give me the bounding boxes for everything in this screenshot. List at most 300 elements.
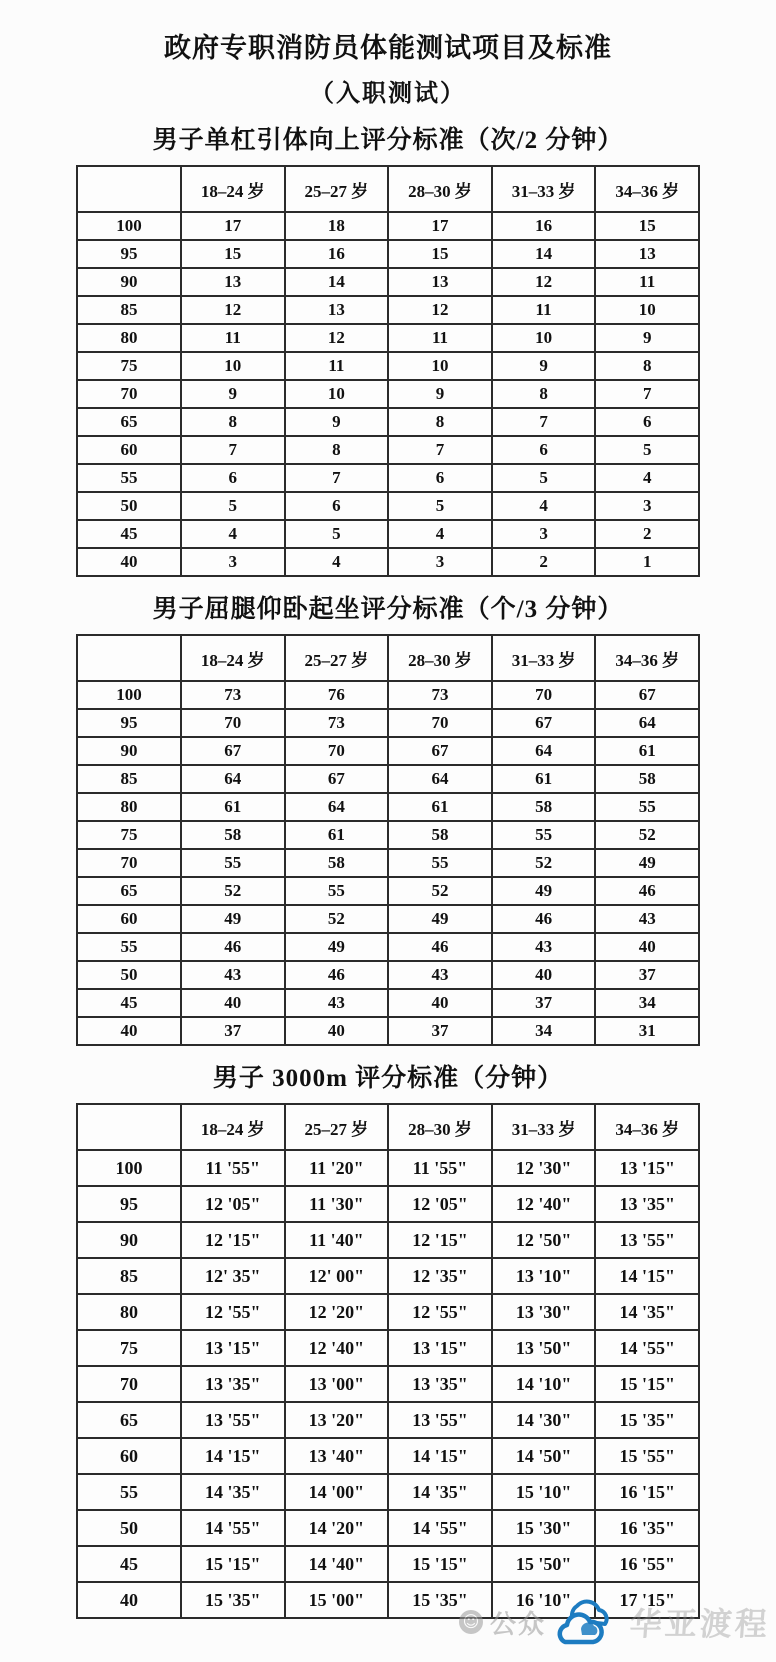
value-cell: 34: [595, 989, 699, 1017]
score-row: [77, 548, 699, 576]
value-cell: 11 '30": [285, 1186, 389, 1222]
header-row: [77, 1104, 699, 1150]
value-cell: 52: [492, 849, 596, 877]
value-cell: 14 '20": [285, 1510, 389, 1546]
value-cell: 14 '10": [492, 1366, 596, 1402]
value-cell: 15 '35": [595, 1402, 699, 1438]
value-cell: 15 '10": [492, 1474, 596, 1510]
age-column-header: 31–33 岁: [492, 166, 596, 212]
value-cell: 37: [388, 1017, 492, 1045]
value-cell: 12 '40": [285, 1330, 389, 1366]
value-cell: 12 '05": [181, 1186, 285, 1222]
age-column-header: 34–36 岁: [595, 1104, 699, 1150]
value-cell: 4: [595, 464, 699, 492]
value-cell: 14 '50": [492, 1438, 596, 1474]
score-cell: 45: [77, 1546, 181, 1582]
score-cell: 95: [77, 709, 181, 737]
score-row: [77, 961, 699, 989]
value-cell: 5: [285, 520, 389, 548]
score-row: [77, 380, 699, 408]
page-title: 政府专职消防员体能测试项目及标准: [164, 33, 612, 63]
value-cell: 11: [492, 296, 596, 324]
corner-cell: [77, 635, 181, 681]
value-cell: 13 '55": [181, 1402, 285, 1438]
value-cell: 58: [181, 821, 285, 849]
value-cell: 43: [388, 961, 492, 989]
value-cell: 10: [285, 380, 389, 408]
value-cell: 15: [595, 212, 699, 240]
score-row: [77, 1366, 699, 1402]
value-cell: 14 '15": [595, 1258, 699, 1294]
value-cell: 9: [595, 324, 699, 352]
age-column-header: 18–24 岁: [181, 166, 285, 212]
score-row: [77, 212, 699, 240]
score-row: [77, 324, 699, 352]
value-cell: 52: [388, 877, 492, 905]
value-cell: 3: [181, 548, 285, 576]
value-cell: 11: [595, 268, 699, 296]
value-cell: 67: [285, 765, 389, 793]
value-cell: 6: [388, 464, 492, 492]
score-cell: 85: [77, 296, 181, 324]
score-cell: 100: [77, 681, 181, 709]
value-cell: 61: [492, 765, 596, 793]
value-cell: 67: [595, 681, 699, 709]
score-cell: 70: [77, 1366, 181, 1402]
score-cell: 40: [77, 1017, 181, 1045]
value-cell: 52: [595, 821, 699, 849]
score-row: [77, 681, 699, 709]
age-column-header: 25–27 岁: [285, 1104, 389, 1150]
value-cell: 15 '35": [388, 1582, 492, 1618]
score-cell: 90: [77, 1222, 181, 1258]
value-cell: 46: [181, 933, 285, 961]
value-cell: 40: [181, 989, 285, 1017]
brand-watermark: 华亚渡程: [628, 1606, 772, 1642]
score-row: [77, 268, 699, 296]
value-cell: 11: [285, 352, 389, 380]
score-row: [77, 352, 699, 380]
value-cell: 6: [285, 492, 389, 520]
value-cell: 64: [181, 765, 285, 793]
age-column-header: 31–33 岁: [492, 635, 596, 681]
value-cell: 6: [595, 408, 699, 436]
score-row: [77, 765, 699, 793]
value-cell: 13 '55": [595, 1222, 699, 1258]
value-cell: 67: [388, 737, 492, 765]
value-cell: 12 '20": [285, 1294, 389, 1330]
situps-score-table: [76, 634, 700, 1046]
score-row: [77, 849, 699, 877]
value-cell: 49: [285, 933, 389, 961]
score-cell: 100: [77, 212, 181, 240]
score-cell: 55: [77, 464, 181, 492]
value-cell: 11 '55": [181, 1150, 285, 1186]
score-row: [77, 737, 699, 765]
score-cell: 45: [77, 520, 181, 548]
value-cell: 8: [285, 436, 389, 464]
value-cell: 7: [492, 408, 596, 436]
value-cell: 5: [388, 492, 492, 520]
value-cell: 12 '35": [388, 1258, 492, 1294]
value-cell: 13 '50": [492, 1330, 596, 1366]
value-cell: 13: [595, 240, 699, 268]
age-column-header: 34–36 岁: [595, 166, 699, 212]
value-cell: 11 '55": [388, 1150, 492, 1186]
value-cell: 55: [492, 821, 596, 849]
score-row: [77, 492, 699, 520]
value-cell: 12 '40": [492, 1186, 596, 1222]
value-cell: 5: [492, 464, 596, 492]
value-cell: 2: [492, 548, 596, 576]
value-cell: 14 '40": [285, 1546, 389, 1582]
value-cell: 14 '55": [388, 1510, 492, 1546]
value-cell: 58: [595, 765, 699, 793]
value-cell: 73: [285, 709, 389, 737]
watermark-label: 公众: [489, 1609, 546, 1639]
value-cell: 40: [285, 1017, 389, 1045]
value-cell: 10: [595, 296, 699, 324]
value-cell: 13 '15": [181, 1330, 285, 1366]
value-cell: 2: [595, 520, 699, 548]
value-cell: 10: [181, 352, 285, 380]
value-cell: 16 '35": [595, 1510, 699, 1546]
value-cell: 49: [492, 877, 596, 905]
value-cell: 12 '05": [388, 1186, 492, 1222]
score-row: [77, 989, 699, 1017]
score-cell: 75: [77, 821, 181, 849]
age-column-header: 25–27 岁: [285, 635, 389, 681]
value-cell: 13 '55": [388, 1402, 492, 1438]
value-cell: 43: [595, 905, 699, 933]
value-cell: 70: [181, 709, 285, 737]
score-row: [77, 520, 699, 548]
situps-section-title: 男子屈腿仰卧起坐评分标准（个/3 分钟）: [152, 596, 624, 623]
value-cell: 34: [492, 1017, 596, 1045]
score-row: [77, 1582, 699, 1618]
score-cell: 95: [77, 1186, 181, 1222]
value-cell: 12 '50": [492, 1222, 596, 1258]
value-cell: 8: [181, 408, 285, 436]
score-cell: 95: [77, 240, 181, 268]
value-cell: 11 '20": [285, 1150, 389, 1186]
value-cell: 4: [388, 520, 492, 548]
value-cell: 14: [285, 268, 389, 296]
value-cell: 70: [388, 709, 492, 737]
value-cell: 31: [595, 1017, 699, 1045]
score-cell: 40: [77, 548, 181, 576]
value-cell: 4: [285, 548, 389, 576]
value-cell: 43: [181, 961, 285, 989]
value-cell: 43: [492, 933, 596, 961]
value-cell: 40: [388, 989, 492, 1017]
score-cell: 80: [77, 324, 181, 352]
value-cell: 64: [595, 709, 699, 737]
run-score-table: [76, 1103, 700, 1619]
value-cell: 73: [181, 681, 285, 709]
value-cell: 37: [492, 989, 596, 1017]
section-situps: [0, 589, 776, 1046]
value-cell: 76: [285, 681, 389, 709]
value-cell: 4: [181, 520, 285, 548]
value-cell: 7: [181, 436, 285, 464]
value-cell: 64: [388, 765, 492, 793]
value-cell: 13 '35": [388, 1366, 492, 1402]
value-cell: 58: [492, 793, 596, 821]
score-row: [77, 1294, 699, 1330]
value-cell: 52: [181, 877, 285, 905]
value-cell: 5: [595, 436, 699, 464]
value-cell: 15 '15": [181, 1546, 285, 1582]
value-cell: 9: [492, 352, 596, 380]
score-row: [77, 1222, 699, 1258]
value-cell: 17: [181, 212, 285, 240]
score-cell: 75: [77, 1330, 181, 1366]
score-cell: 65: [77, 408, 181, 436]
value-cell: 18: [285, 212, 389, 240]
value-cell: 73: [388, 681, 492, 709]
value-cell: 7: [595, 380, 699, 408]
header-row: [77, 635, 699, 681]
corner-cell: [77, 166, 181, 212]
score-cell: 80: [77, 793, 181, 821]
value-cell: 11: [181, 324, 285, 352]
value-cell: 13 '35": [595, 1186, 699, 1222]
section-3000m-run: [0, 1058, 776, 1619]
value-cell: 13 '20": [285, 1402, 389, 1438]
value-cell: 14 '15": [181, 1438, 285, 1474]
score-row: [77, 1258, 699, 1294]
value-cell: 58: [388, 821, 492, 849]
value-cell: 55: [181, 849, 285, 877]
value-cell: 13 '15": [595, 1150, 699, 1186]
age-column-header: 28–30 岁: [388, 1104, 492, 1150]
value-cell: 11 '40": [285, 1222, 389, 1258]
value-cell: 43: [285, 989, 389, 1017]
value-cell: 13 '30": [492, 1294, 596, 1330]
age-column-header: 28–30 岁: [388, 635, 492, 681]
value-cell: 46: [595, 877, 699, 905]
value-cell: 14: [492, 240, 596, 268]
value-cell: 40: [492, 961, 596, 989]
score-cell: 40: [77, 1582, 181, 1618]
value-cell: 15: [388, 240, 492, 268]
value-cell: 1: [595, 548, 699, 576]
value-cell: 55: [285, 877, 389, 905]
value-cell: 6: [492, 436, 596, 464]
score-cell: 75: [77, 352, 181, 380]
score-row: [77, 821, 699, 849]
score-row: [77, 1150, 699, 1186]
value-cell: 52: [285, 905, 389, 933]
score-row: [77, 905, 699, 933]
value-cell: 49: [388, 905, 492, 933]
score-row: [77, 877, 699, 905]
value-cell: 15 '35": [181, 1582, 285, 1618]
score-row: [77, 1017, 699, 1045]
score-cell: 60: [77, 436, 181, 464]
score-cell: 90: [77, 737, 181, 765]
score-cell: 65: [77, 877, 181, 905]
header-row: [77, 166, 699, 212]
value-cell: 15 '15": [388, 1546, 492, 1582]
value-cell: 11: [388, 324, 492, 352]
score-cell: 80: [77, 1294, 181, 1330]
value-cell: 3: [388, 548, 492, 576]
value-cell: 16: [492, 212, 596, 240]
section-pullups: [0, 120, 776, 577]
corner-cell: [77, 1104, 181, 1150]
value-cell: 4: [492, 492, 596, 520]
score-cell: 60: [77, 1438, 181, 1474]
score-row: [77, 464, 699, 492]
value-cell: 14 '55": [595, 1330, 699, 1366]
value-cell: 17 '15": [595, 1582, 699, 1618]
value-cell: 14 '30": [492, 1402, 596, 1438]
value-cell: 61: [181, 793, 285, 821]
score-row: [77, 709, 699, 737]
value-cell: 8: [388, 408, 492, 436]
score-cell: 50: [77, 492, 181, 520]
value-cell: 12 '55": [181, 1294, 285, 1330]
value-cell: 64: [285, 793, 389, 821]
value-cell: 40: [595, 933, 699, 961]
value-cell: 15 '55": [595, 1438, 699, 1474]
value-cell: 61: [595, 737, 699, 765]
smiley-icon: ☺: [459, 1610, 483, 1634]
value-cell: 15 '30": [492, 1510, 596, 1546]
value-cell: 37: [181, 1017, 285, 1045]
score-row: [77, 1402, 699, 1438]
value-cell: 67: [492, 709, 596, 737]
value-cell: 8: [492, 380, 596, 408]
value-cell: 58: [285, 849, 389, 877]
value-cell: 12' 00": [285, 1258, 389, 1294]
score-row: [77, 793, 699, 821]
score-row: [77, 240, 699, 268]
score-cell: 45: [77, 989, 181, 1017]
score-row: [77, 1510, 699, 1546]
value-cell: 46: [388, 933, 492, 961]
value-cell: 12 '55": [388, 1294, 492, 1330]
value-cell: 14 '35": [388, 1474, 492, 1510]
value-cell: 14 '35": [595, 1294, 699, 1330]
pullups-section-title: 男子单杠引体向上评分标准（次/2 分钟）: [152, 127, 624, 154]
value-cell: 61: [285, 821, 389, 849]
value-cell: 13 '15": [388, 1330, 492, 1366]
value-cell: 14 '15": [388, 1438, 492, 1474]
value-cell: 46: [285, 961, 389, 989]
value-cell: 3: [595, 492, 699, 520]
value-cell: 61: [388, 793, 492, 821]
score-row: [77, 436, 699, 464]
page-subtitle: （入职测试）: [310, 81, 466, 107]
value-cell: 12 '30": [492, 1150, 596, 1186]
value-cell: 15 '15": [595, 1366, 699, 1402]
value-cell: 12: [388, 296, 492, 324]
value-cell: 14 '55": [181, 1510, 285, 1546]
score-row: [77, 933, 699, 961]
score-cell: 90: [77, 268, 181, 296]
value-cell: 12: [181, 296, 285, 324]
value-cell: 12 '15": [388, 1222, 492, 1258]
value-cell: 12 '15": [181, 1222, 285, 1258]
value-cell: 46: [492, 905, 596, 933]
value-cell: 16 '10": [492, 1582, 596, 1618]
age-column-header: 18–24 岁: [181, 635, 285, 681]
value-cell: 16 '15": [595, 1474, 699, 1510]
score-row: [77, 1186, 699, 1222]
score-row: [77, 1546, 699, 1582]
score-cell: 85: [77, 1258, 181, 1294]
score-cell: 100: [77, 1150, 181, 1186]
score-cell: 70: [77, 849, 181, 877]
value-cell: 55: [595, 793, 699, 821]
value-cell: 15 '50": [492, 1546, 596, 1582]
value-cell: 13: [181, 268, 285, 296]
value-cell: 12' 35": [181, 1258, 285, 1294]
run-section-title: 男子 3000m 评分标准（分钟）: [212, 1065, 564, 1092]
age-column-header: 31–33 岁: [492, 1104, 596, 1150]
value-cell: 37: [595, 961, 699, 989]
value-cell: 12: [285, 324, 389, 352]
score-row: [77, 1330, 699, 1366]
score-cell: 50: [77, 1510, 181, 1546]
value-cell: 13 '40": [285, 1438, 389, 1474]
score-cell: 55: [77, 1474, 181, 1510]
score-cell: 50: [77, 961, 181, 989]
value-cell: 13 '00": [285, 1366, 389, 1402]
age-column-header: 28–30 岁: [388, 166, 492, 212]
value-cell: 16 '55": [595, 1546, 699, 1582]
value-cell: 9: [181, 380, 285, 408]
pullups-score-table: [76, 165, 700, 577]
value-cell: 49: [181, 905, 285, 933]
value-cell: 7: [285, 464, 389, 492]
value-cell: 17: [388, 212, 492, 240]
value-cell: 10: [388, 352, 492, 380]
score-cell: 60: [77, 905, 181, 933]
age-column-header: 25–27 岁: [285, 166, 389, 212]
value-cell: 49: [595, 849, 699, 877]
value-cell: 16: [285, 240, 389, 268]
value-cell: 10: [492, 324, 596, 352]
value-cell: 14 '35": [181, 1474, 285, 1510]
score-cell: 55: [77, 933, 181, 961]
value-cell: 70: [492, 681, 596, 709]
value-cell: 9: [388, 380, 492, 408]
value-cell: 7: [388, 436, 492, 464]
value-cell: 9: [285, 408, 389, 436]
value-cell: 12: [492, 268, 596, 296]
score-row: [77, 296, 699, 324]
score-cell: 85: [77, 765, 181, 793]
score-cell: 70: [77, 380, 181, 408]
age-column-header: 34–36 岁: [595, 635, 699, 681]
age-column-header: 18–24 岁: [181, 1104, 285, 1150]
value-cell: 5: [181, 492, 285, 520]
value-cell: 13: [388, 268, 492, 296]
value-cell: 13: [285, 296, 389, 324]
value-cell: 6: [181, 464, 285, 492]
score-row: [77, 1474, 699, 1510]
value-cell: 13 '35": [181, 1366, 285, 1402]
value-cell: 15: [181, 240, 285, 268]
value-cell: 64: [492, 737, 596, 765]
score-cell: 65: [77, 1402, 181, 1438]
value-cell: 13 '10": [492, 1258, 596, 1294]
value-cell: 55: [388, 849, 492, 877]
